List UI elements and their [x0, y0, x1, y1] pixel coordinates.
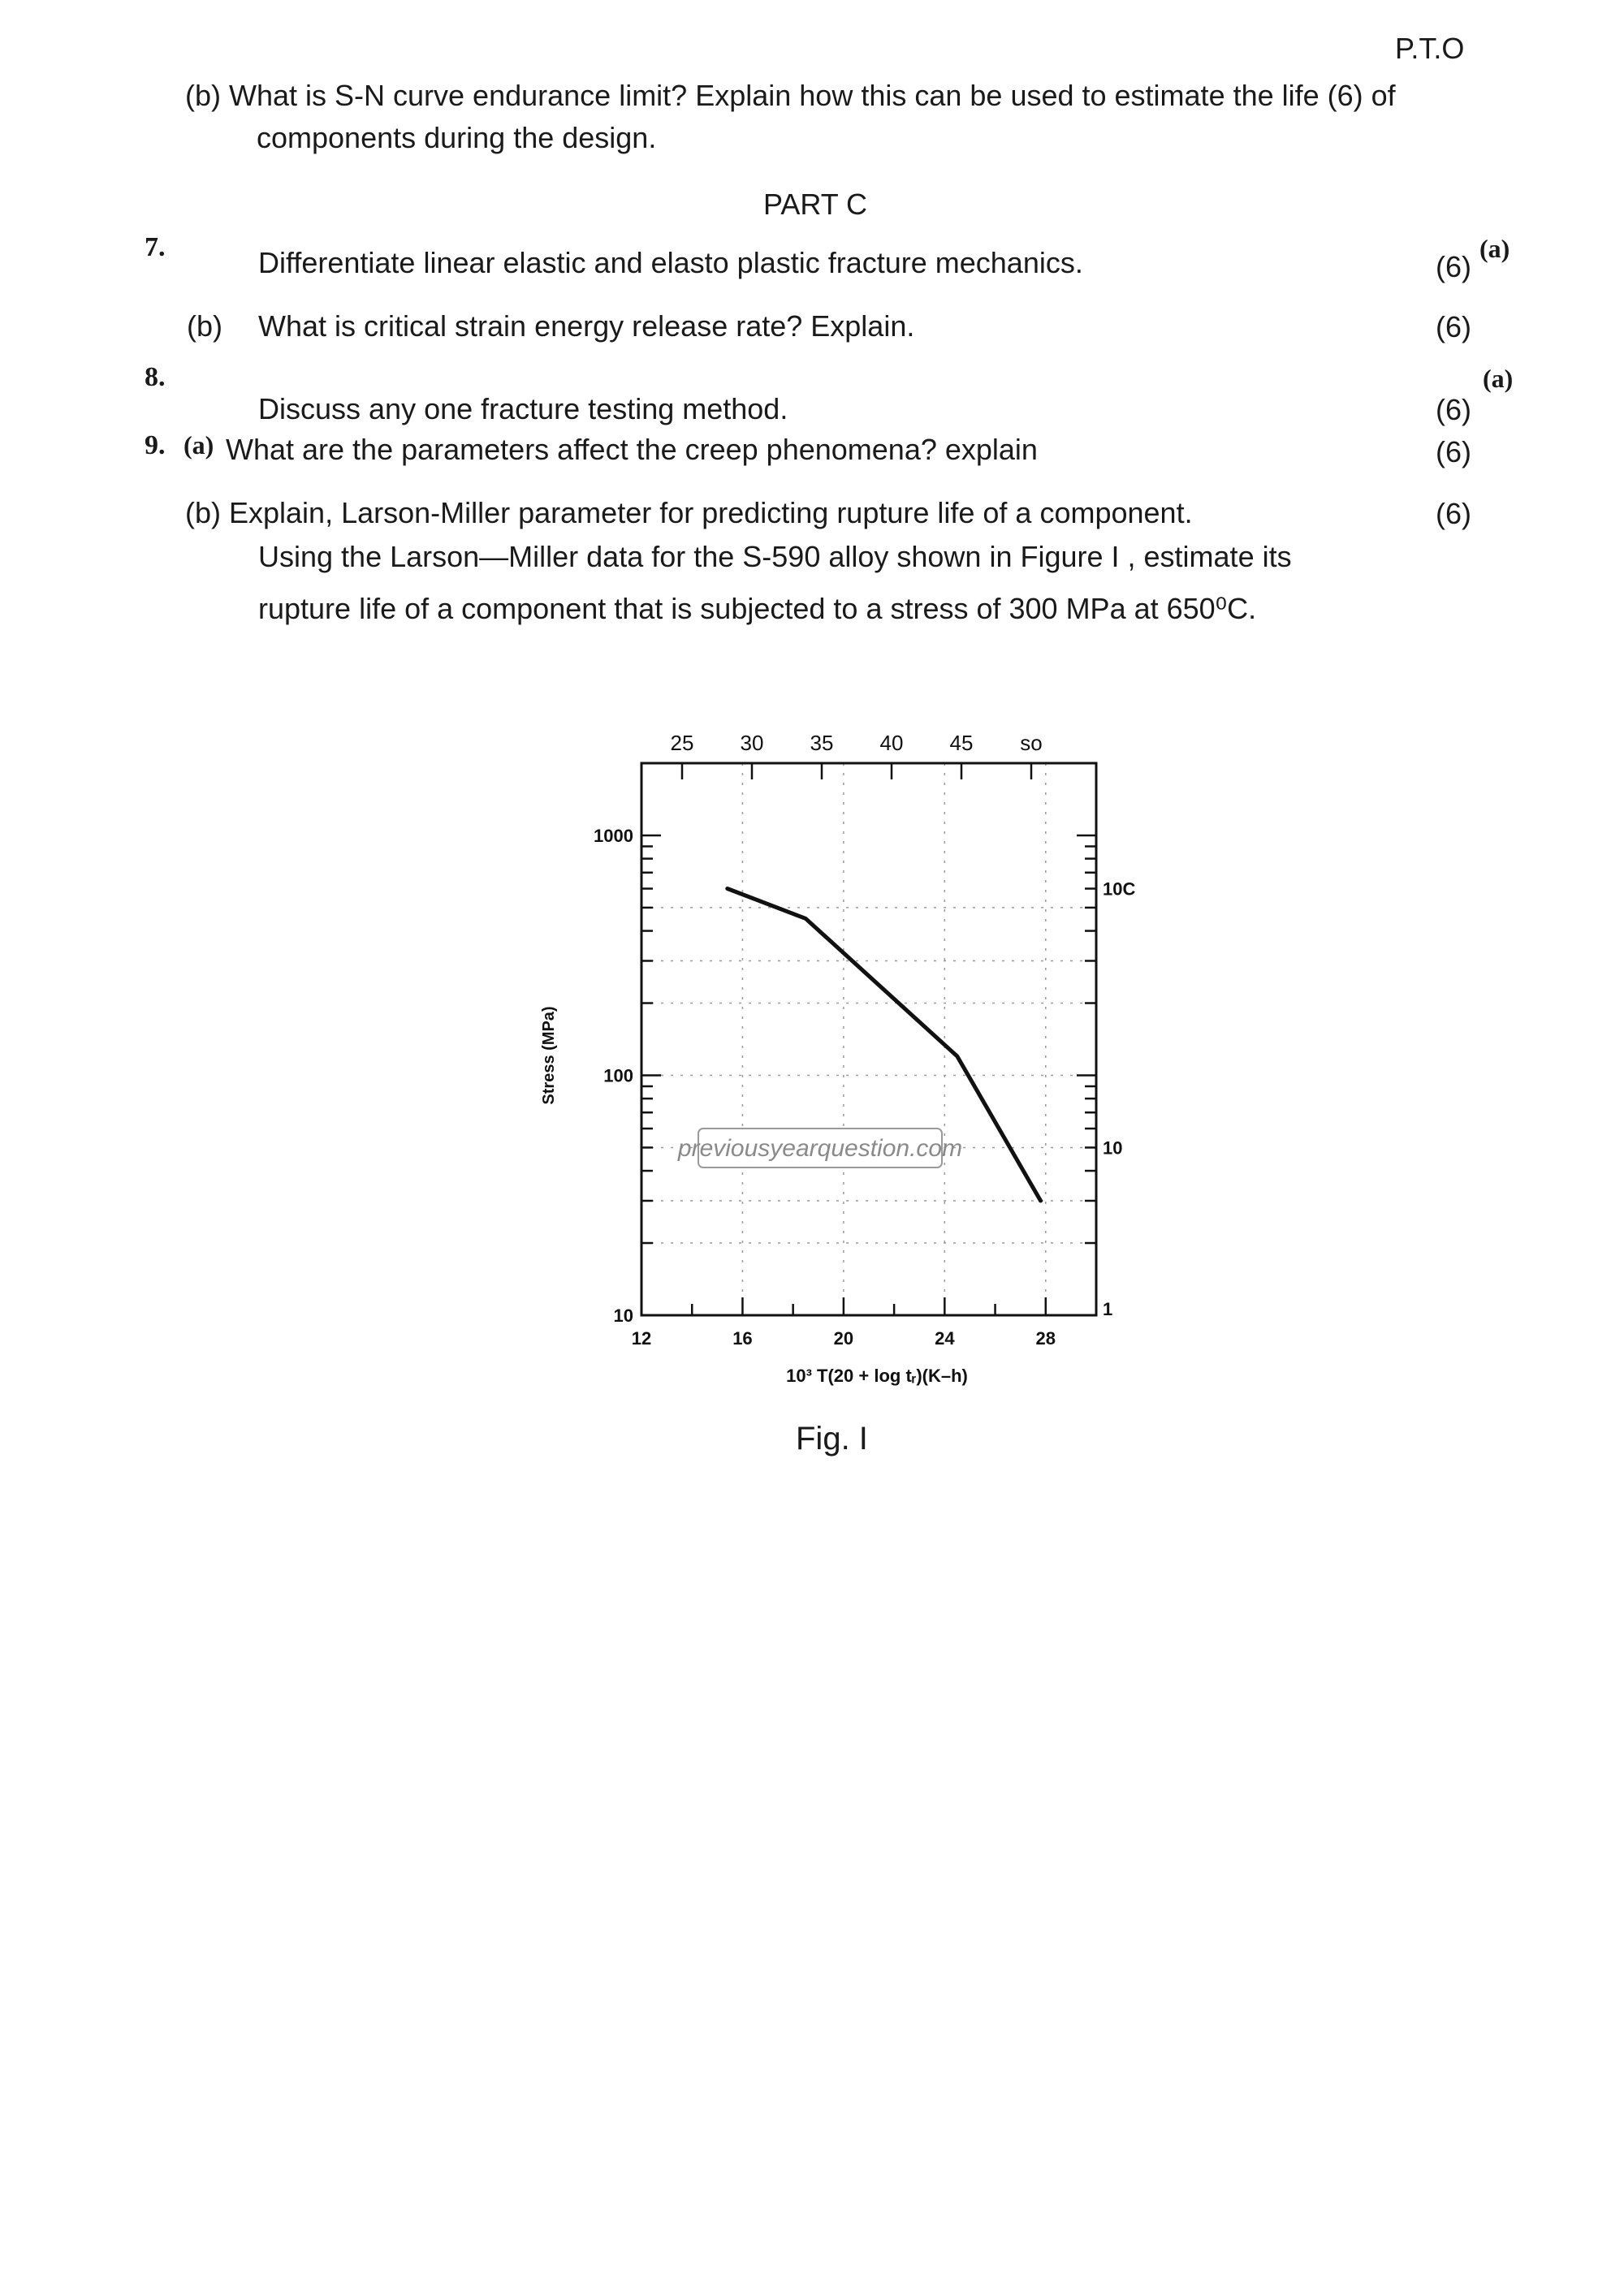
question-8a-text: Discuss any one fracture testing method. — [258, 392, 788, 425]
right-tick-label: 10 — [1103, 1137, 1123, 1159]
question-7a-marks: (6) — [1436, 250, 1471, 283]
question-6b-line-2: components during the design. — [257, 121, 657, 154]
top-tick-label: 40 — [879, 731, 904, 755]
chart-labels — [540, 731, 1135, 1386]
question-9b-line-2: Using the Larson—Miller data for the S-590 alloy shown in Figure I , estimate its — [258, 540, 1292, 573]
question-7b-marks: (6) — [1436, 310, 1471, 343]
question-7b-label: (b) — [187, 309, 222, 343]
y-tick-label: 1000 — [594, 825, 633, 846]
x-tick-label: 20 — [833, 1328, 854, 1349]
chart-ticks — [641, 763, 1096, 1315]
top-tick-label: 25 — [670, 731, 694, 755]
x-tick-label: 28 — [1035, 1328, 1056, 1349]
right-tick-label: 1 — [1103, 1299, 1113, 1319]
x-tick-label: 12 — [631, 1328, 652, 1349]
watermark-text: previousyearquestion.com — [677, 1135, 963, 1162]
question-6b-line-1: (b) What is S-N curve endurance limit? Explain how this can be used to estimate the life (6) of — [185, 79, 1396, 112]
figure-caption: Fig. I — [796, 1421, 868, 1457]
watermark — [677, 1129, 962, 1167]
top-tick-label: so — [1020, 731, 1043, 755]
pto-label: P.T.O — [1395, 32, 1465, 65]
question-8a-marks: (6) — [1436, 393, 1471, 426]
question-9b-line-3: rupture life of a component that is subjected to a stress of 300 MPa at 650⁰C. — [258, 592, 1257, 625]
x-tick-label: 16 — [732, 1328, 753, 1349]
question-7a-text: Differentiate linear elastic and elasto plastic fracture mechanics. — [258, 246, 1083, 279]
figure-larson-miller — [520, 706, 1137, 1409]
top-tick-label: 45 — [949, 731, 974, 755]
plot-frame — [641, 763, 1096, 1315]
question-9-number: 9. — [145, 430, 166, 460]
part-heading: PART C — [763, 188, 868, 221]
question-9a-marks: (6) — [1436, 435, 1471, 468]
question-9b-line-1: (b) Explain, Larson-Miller parameter for predicting rupture life of a component. — [185, 496, 1193, 529]
top-tick-label: 30 — [740, 731, 764, 755]
top-tick-label: 35 — [810, 731, 834, 755]
question-9a-label: (a) — [184, 430, 214, 460]
x-tick-label: 24 — [935, 1328, 955, 1349]
question-7-number: 7. — [145, 232, 166, 262]
question-8a-label: (a) — [1483, 364, 1514, 393]
right-tick-label: 10C — [1103, 878, 1136, 900]
question-8-number: 8. — [145, 362, 166, 392]
question-7a-label: (a) — [1479, 234, 1510, 263]
larson-miller-chart — [520, 706, 1137, 1405]
y-axis-title: Stress (MPa) — [540, 1006, 558, 1105]
chart-grid — [641, 763, 1096, 1315]
question-9a-text: What are the parameters affect the creep phenomena? explain — [226, 433, 1038, 466]
question-9b-marks: (6) — [1436, 497, 1471, 530]
y-tick-label: 10 — [613, 1306, 633, 1326]
x-axis-title: 10³ T(20 + log tᵣ)(K–h) — [786, 1366, 968, 1386]
y-tick-label: 100 — [603, 1065, 633, 1086]
question-7b-text: What is critical strain energy release rate? Explain. — [258, 309, 915, 343]
